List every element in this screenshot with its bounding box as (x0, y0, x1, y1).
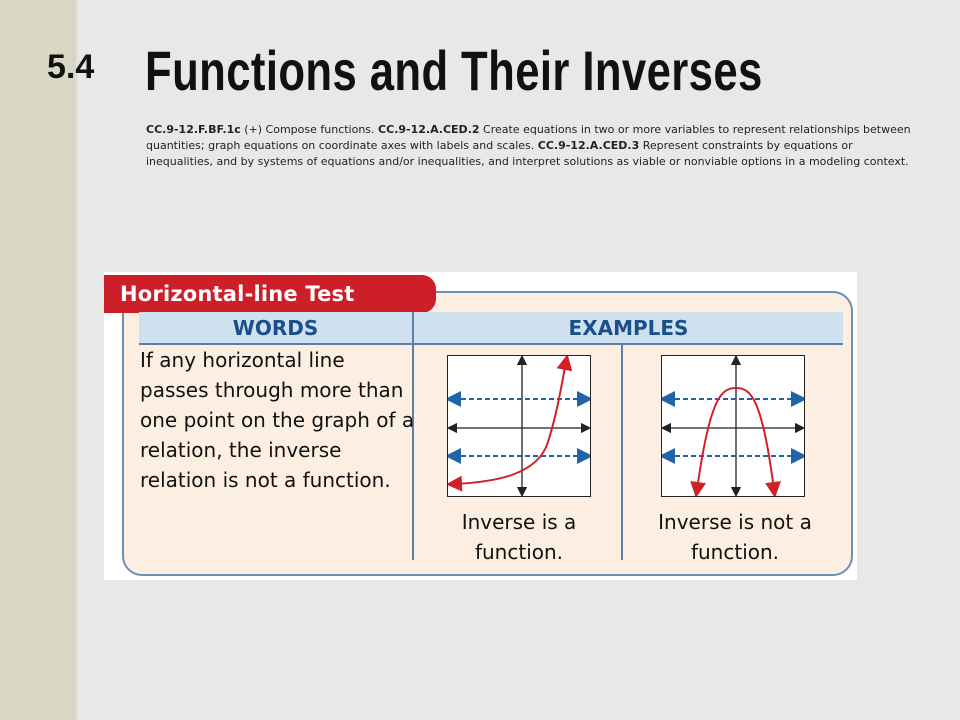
column-divider-2 (621, 345, 623, 560)
parabola-graph-svg (662, 356, 804, 496)
section-number: 5.4 (47, 48, 95, 86)
example1-caption: Inverse is a function. (461, 510, 577, 564)
standard-desc-1: (+) Compose functions. (240, 123, 379, 136)
example2-caption: Inverse is not a function. (658, 510, 812, 564)
example-graph-parabola (661, 355, 805, 497)
standards-text (146, 122, 916, 170)
standard-code-3: CC.9-12.A.CED.3 (537, 139, 640, 152)
page-title: Functions and Their Inverses (145, 39, 763, 102)
decorative-side-band (0, 0, 73, 720)
concept-tab-title: Horizontal-line Test (104, 275, 436, 313)
exponential-curve (454, 362, 566, 484)
standard-code-1: CC.9-12.F.BF.1c (146, 123, 241, 136)
horizontal-line-test-figure (104, 272, 857, 580)
words-description: If any horizontal line passes through more than one point on the graph of a relation, the inverse relation is not a function. (140, 348, 415, 492)
standard-desc-3: Represent constraints by equations or inequalities, and by systems of equations and/or inequalities, and interpret solutions as viable or nonviable options in a modeling context. (146, 139, 909, 168)
examples-header: EXAMPLES (414, 312, 843, 343)
example-graph-exponential (447, 355, 591, 497)
exponential-graph-svg (448, 356, 590, 496)
side-band-shadow (73, 0, 79, 720)
standard-desc-2: Create equations in two or more variables to represent relationships between quantities; graph equations on coordinate axes with labels and scales. (146, 123, 911, 152)
words-header: WORDS (139, 312, 412, 343)
standard-code-2: CC.9-12.A.CED.2 (378, 123, 480, 136)
